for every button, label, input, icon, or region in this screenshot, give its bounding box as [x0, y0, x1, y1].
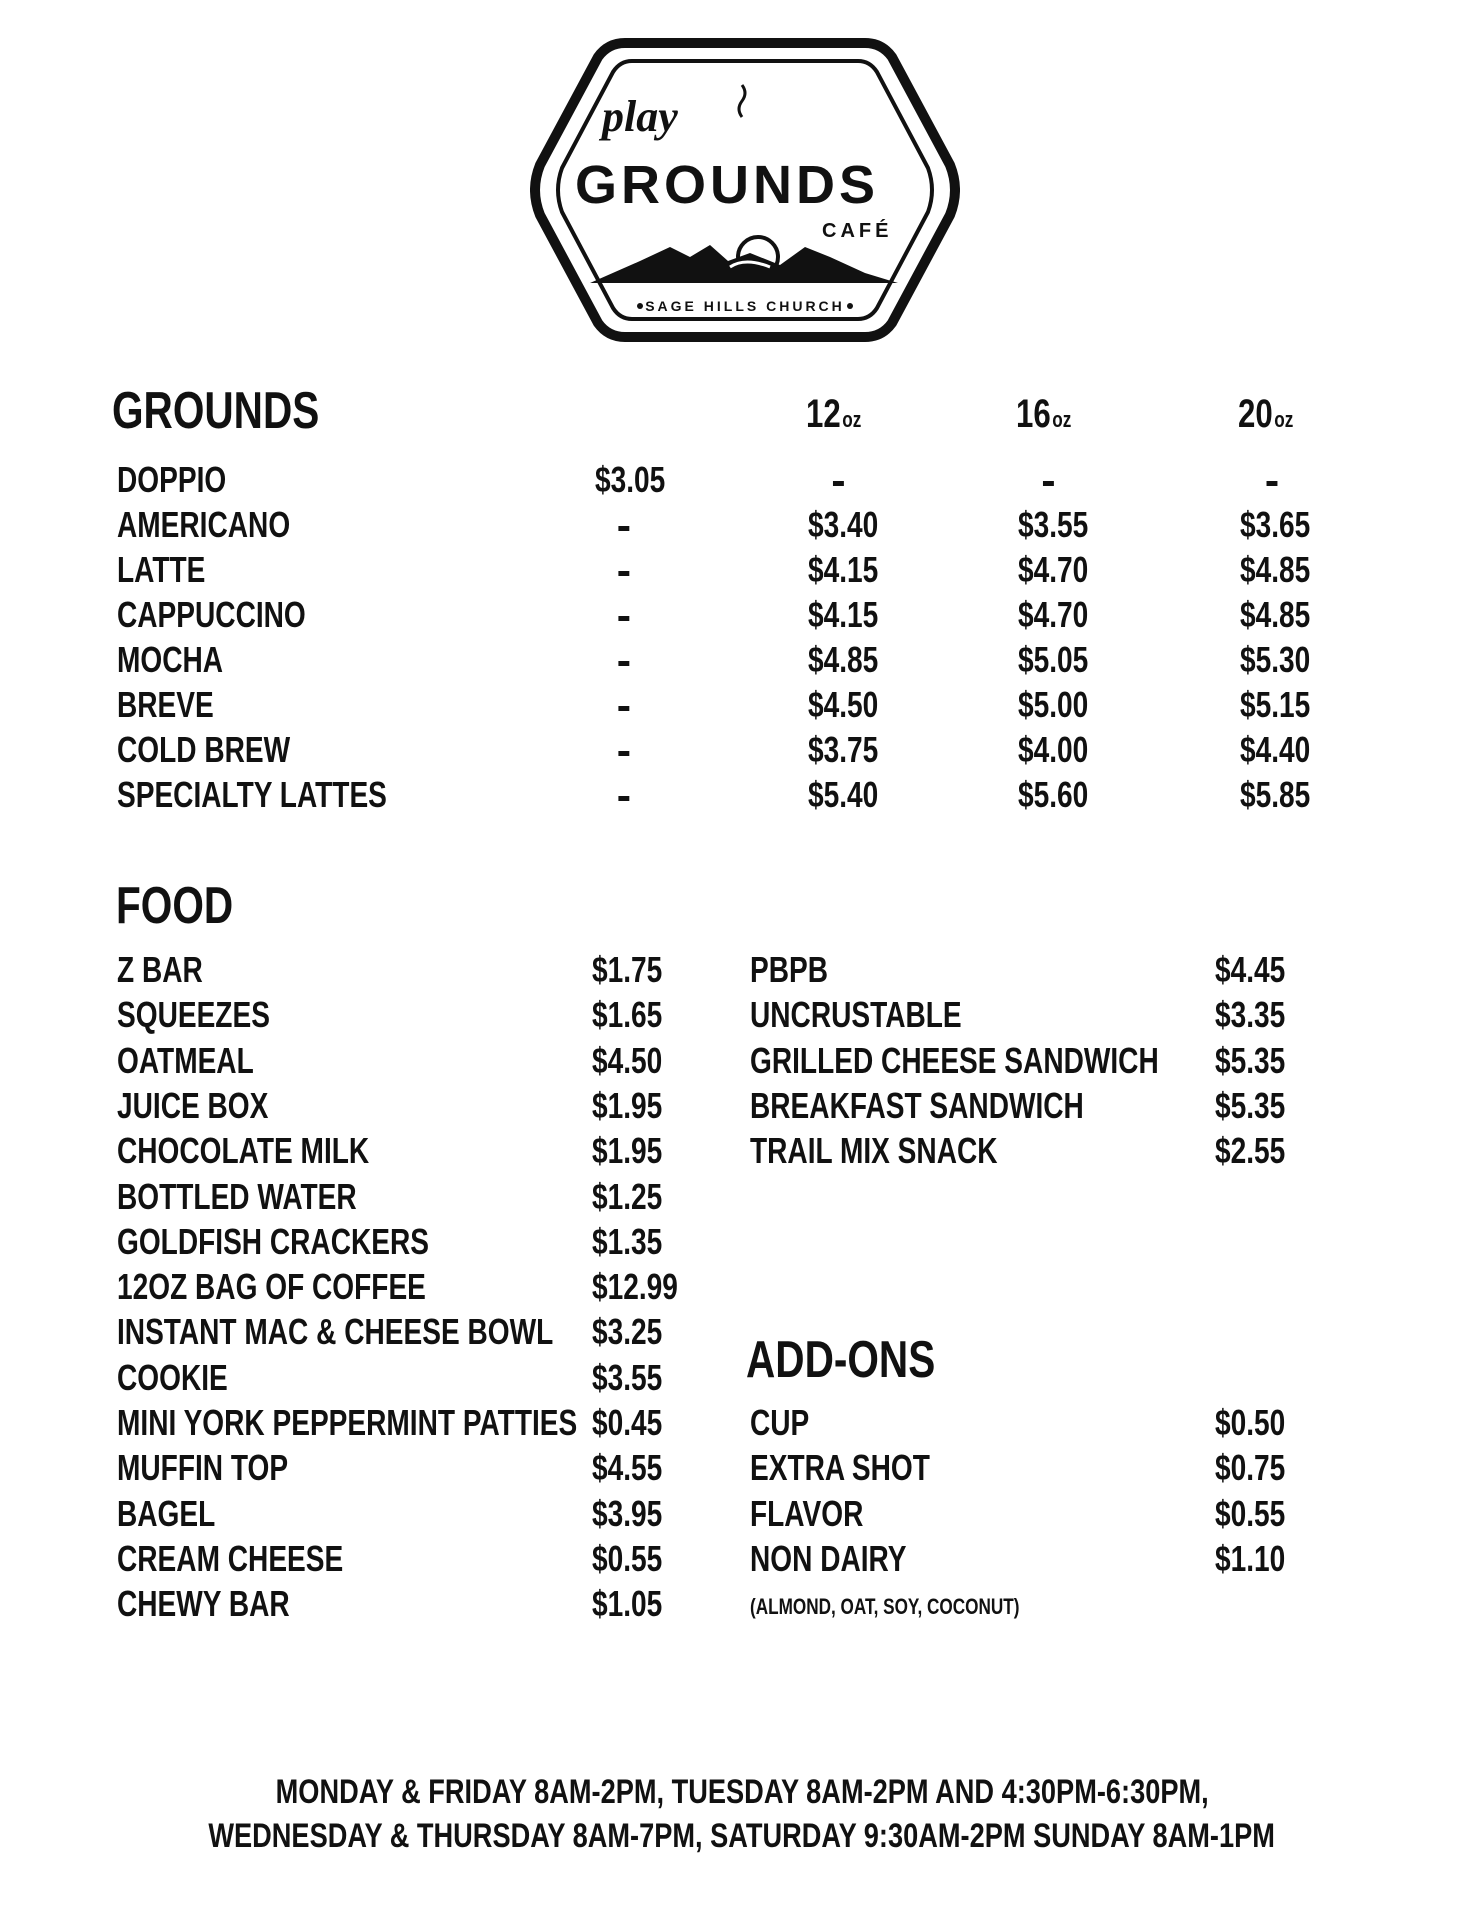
- food-section-title: FOOD: [116, 877, 234, 935]
- food-item-name: CHEWY BAR: [117, 1583, 290, 1625]
- not-available-dash: [618, 751, 629, 756]
- drink-price-16oz: $3.55: [1018, 504, 1089, 545]
- drink-row: [0, 505, 1484, 545]
- drink-row: [0, 685, 1484, 725]
- drink-price-single: [595, 775, 639, 815]
- food-item-price: $0.45: [592, 1402, 663, 1443]
- size-header-20oz: 20oz: [1238, 392, 1294, 436]
- food-item-name: COOKIE: [117, 1356, 228, 1398]
- not-available-dash: [618, 706, 629, 711]
- food-row: [0, 1041, 1484, 1081]
- logo-top-word: play: [602, 92, 678, 141]
- drink-price-16oz: $5.00: [1018, 684, 1089, 725]
- drink-price-16oz: $5.05: [1018, 639, 1089, 680]
- food-row: [0, 995, 1484, 1035]
- food-item-name: OATMEAL: [117, 1039, 254, 1081]
- size-header-12oz: 12oz: [806, 392, 862, 436]
- drink-price-12oz: $4.15: [808, 549, 879, 590]
- drink-price-12oz: $3.75: [808, 729, 879, 770]
- addons-section-title: ADD-ONS: [746, 1331, 936, 1389]
- food-item-price: $1.95: [592, 1130, 663, 1172]
- not-available-dash: [618, 571, 629, 576]
- addon-name: NON DAIRY: [750, 1537, 907, 1579]
- hours-line-1: MONDAY & FRIDAY 8AM-2PM, TUESDAY 8AM-2PM AND 4:30PM-6:30PM,: [275, 1773, 1209, 1811]
- drink-price-12oz: $5.40: [808, 774, 879, 815]
- drink-price-12oz: $3.40: [808, 504, 879, 545]
- food-item-price: $3.95: [592, 1492, 663, 1534]
- food-item-price: $1.05: [592, 1583, 663, 1625]
- food-item-price: $1.25: [592, 1175, 663, 1217]
- food-item-name: BAGEL: [117, 1492, 216, 1534]
- food-item-name: CREAM CHEESE: [117, 1537, 344, 1579]
- food-item-name: MUFFIN TOP: [117, 1447, 289, 1489]
- food-item-price: $1.75: [592, 949, 663, 990]
- food-item-price: $2.55: [1215, 1130, 1286, 1172]
- drink-price-20oz: $5.15: [1240, 684, 1311, 725]
- not-available-dash: [618, 526, 629, 531]
- drink-row: [0, 640, 1484, 680]
- drink-row: [0, 460, 1484, 500]
- drink-price-16oz: [1018, 460, 1064, 500]
- food-row: [0, 1267, 1484, 1307]
- drink-price-16oz: $5.60: [1018, 774, 1089, 815]
- food-item-name: SQUEEZES: [117, 994, 270, 1036]
- food-item-name: INSTANT MAC & CHEESE BOWL: [117, 1311, 554, 1353]
- drink-price-20oz: $5.85: [1240, 774, 1311, 815]
- drink-price-single: [595, 730, 639, 770]
- food-item-name: JUICE BOX: [117, 1084, 269, 1126]
- food-item-price: $3.35: [1215, 994, 1286, 1036]
- drink-row: [0, 550, 1484, 590]
- food-item-name: PBPB: [750, 949, 829, 990]
- not-available-dash: [618, 796, 629, 801]
- drink-name: AMERICANO: [117, 504, 291, 545]
- food-item-price: $1.95: [592, 1084, 663, 1126]
- drink-name: CAPPUCCINO: [117, 594, 306, 635]
- non-dairy-options-note: (ALMOND, OAT, SOY, COCONUT): [750, 1594, 1020, 1619]
- drink-price-single: [595, 550, 639, 590]
- food-item-name: Z BAR: [117, 949, 203, 990]
- food-row: [0, 1584, 1484, 1624]
- food-item-price: $4.50: [592, 1039, 663, 1081]
- drink-row: [0, 730, 1484, 770]
- food-item-price: $5.35: [1215, 1084, 1286, 1126]
- drink-name: LATTE: [117, 549, 206, 590]
- drink-price-20oz: $4.85: [1240, 594, 1311, 635]
- drink-price-20oz: $5.30: [1240, 639, 1311, 680]
- food-item-name: BOTTLED WATER: [117, 1175, 357, 1217]
- drink-row: [0, 775, 1484, 815]
- size-header-16oz: 16oz: [1016, 392, 1072, 436]
- drink-price-12oz: $4.50: [808, 684, 879, 725]
- drink-price-single: $3.05: [595, 459, 666, 500]
- not-available-dash: [618, 661, 629, 666]
- addon-name: FLAVOR: [750, 1492, 864, 1534]
- addon-name: EXTRA SHOT: [750, 1447, 930, 1489]
- addon-row: [0, 1403, 1484, 1443]
- drink-name: SPECIALTY LATTES: [117, 774, 387, 815]
- drink-price-12oz: $4.85: [808, 639, 879, 680]
- not-available-dash: [618, 616, 629, 621]
- food-item-price: $1.65: [592, 994, 663, 1036]
- addon-row: [0, 1448, 1484, 1488]
- food-item-name: TRAIL MIX SNACK: [750, 1130, 998, 1172]
- not-available-dash: [1267, 481, 1278, 486]
- drink-price-single: [595, 685, 639, 725]
- drink-price-single: [595, 595, 639, 635]
- drink-price-16oz: $4.70: [1018, 549, 1089, 590]
- food-row: [0, 1358, 1484, 1398]
- food-item-price: $3.55: [592, 1356, 663, 1398]
- addon-name: CUP: [750, 1402, 810, 1443]
- food-item-price: $5.35: [1215, 1039, 1286, 1081]
- drink-name: DOPPIO: [117, 459, 227, 500]
- drink-price-20oz: $3.65: [1240, 504, 1311, 545]
- drink-price-16oz: $4.70: [1018, 594, 1089, 635]
- drink-price-20oz: $4.85: [1240, 549, 1311, 590]
- food-row: [0, 1131, 1484, 1171]
- drink-price-single: [595, 640, 639, 680]
- food-row: [0, 1177, 1484, 1217]
- food-item-price: $0.55: [592, 1537, 663, 1579]
- drink-price-single: [595, 505, 639, 545]
- food-item-price: $3.25: [592, 1311, 663, 1353]
- food-row: [0, 1086, 1484, 1126]
- food-item-price: $1.35: [592, 1220, 663, 1262]
- addon-price: $0.75: [1215, 1447, 1286, 1489]
- food-item-price: $4.55: [592, 1447, 663, 1489]
- food-item-name: BREAKFAST SANDWICH: [750, 1084, 1084, 1126]
- food-row: [0, 1222, 1484, 1262]
- addon-price: $0.55: [1215, 1492, 1286, 1534]
- grounds-section-title: GROUNDS: [112, 382, 320, 440]
- food-row: [0, 950, 1484, 990]
- drink-name: COLD BREW: [117, 729, 291, 770]
- food-item-name: GRILLED CHEESE SANDWICH: [750, 1039, 1159, 1081]
- food-item-price: $4.45: [1215, 949, 1286, 990]
- food-item-name: MINI YORK PEPPERMINT PATTIES: [117, 1402, 578, 1443]
- food-item-name: GOLDFISH CRACKERS: [117, 1220, 430, 1262]
- addon-price: $1.10: [1215, 1537, 1286, 1579]
- addon-price: $0.50: [1215, 1402, 1286, 1443]
- hours-line-2: WEDNESDAY & THURSDAY 8AM-7PM, SATURDAY 9:30AM-2PM SUNDAY 8AM-1PM: [208, 1817, 1276, 1855]
- drink-price-20oz: [1240, 460, 1288, 500]
- logo-sub-word: CAFÉ: [822, 220, 893, 242]
- food-row: [0, 1312, 1484, 1352]
- food-item-price: $12.99: [592, 1266, 678, 1308]
- logo-church-name: SAGE HILLS CHURCH: [645, 298, 845, 314]
- drink-row: [0, 595, 1484, 635]
- food-item-name: UNCRUSTABLE: [750, 994, 962, 1036]
- drink-price-12oz: $4.15: [808, 594, 879, 635]
- drink-price-16oz: $4.00: [1018, 729, 1089, 770]
- drink-price-20oz: $4.40: [1240, 729, 1311, 770]
- addon-row: [0, 1539, 1484, 1579]
- not-available-dash: [833, 481, 844, 486]
- cafe-logo: [530, 35, 960, 345]
- drink-name: BREVE: [117, 684, 214, 725]
- food-item-name: CHOCOLATE MILK: [117, 1130, 370, 1172]
- drink-name: MOCHA: [117, 639, 224, 680]
- drink-price-12oz: [808, 460, 854, 500]
- logo-main-word: GROUNDS: [575, 155, 880, 215]
- food-item-name: 12OZ BAG OF COFFEE: [117, 1266, 426, 1308]
- addon-row: [0, 1494, 1484, 1534]
- not-available-dash: [1043, 481, 1054, 486]
